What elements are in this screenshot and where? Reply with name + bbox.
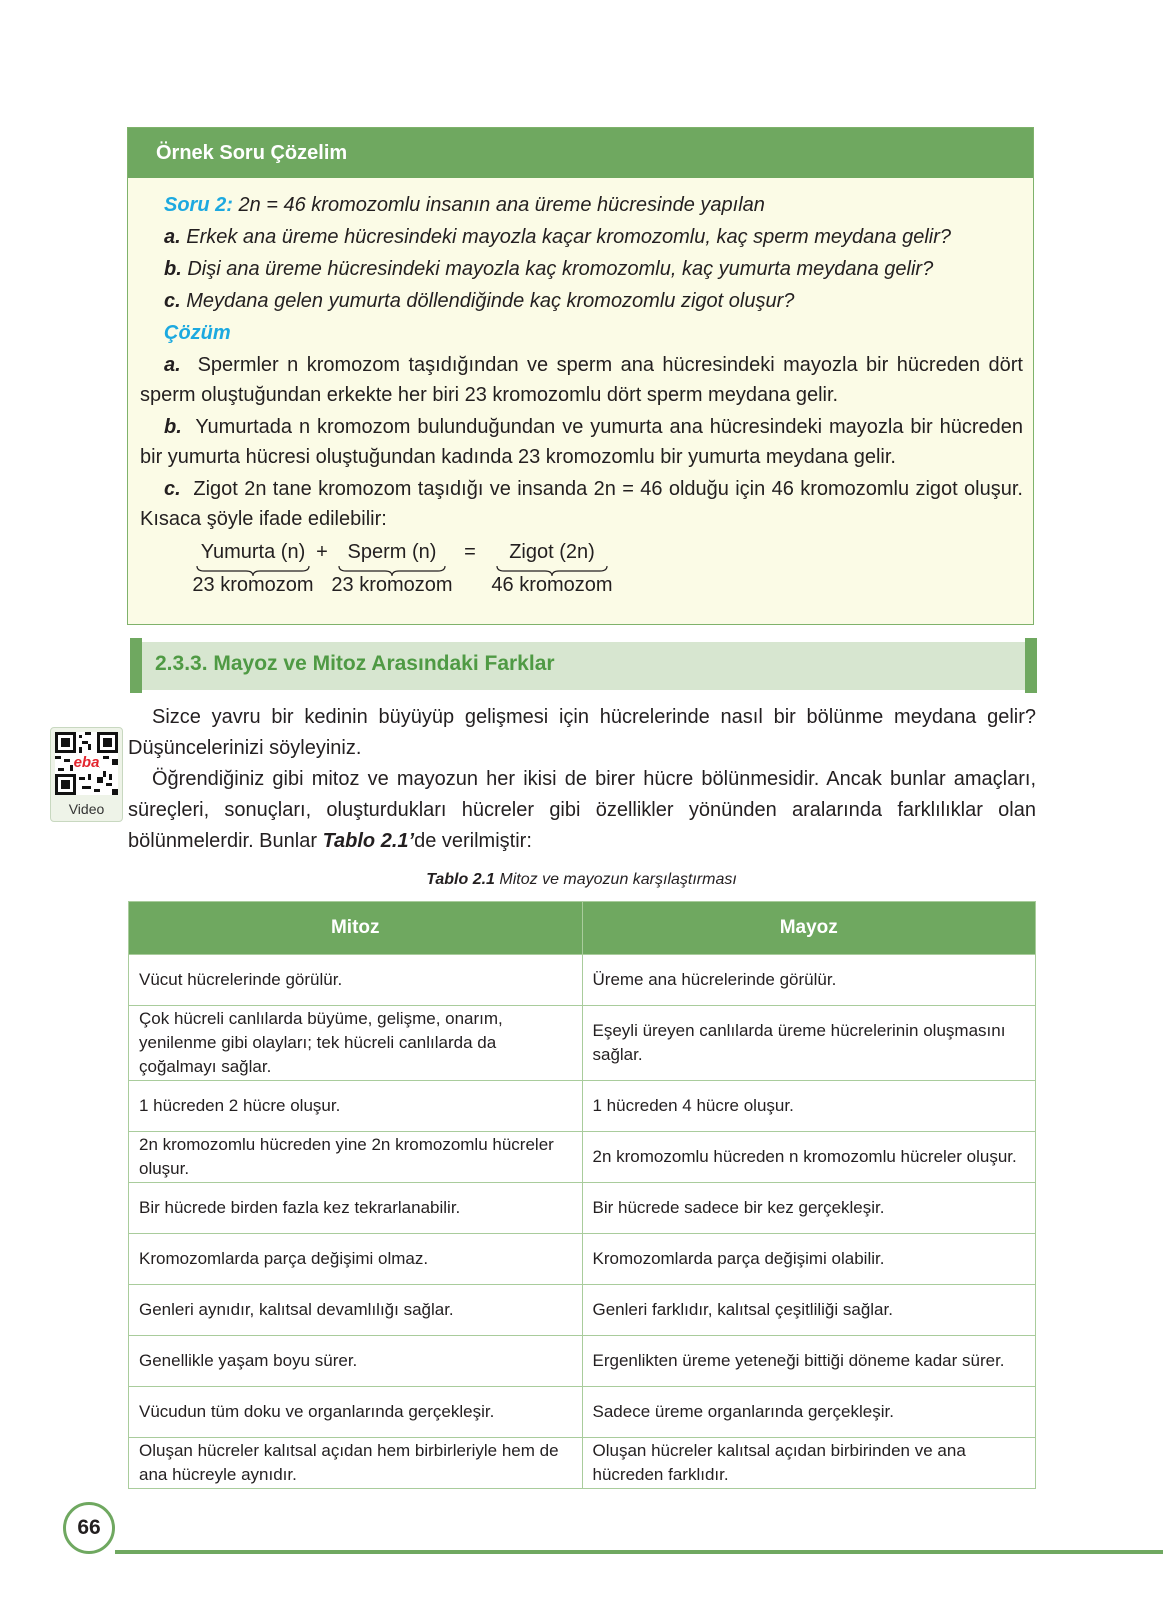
answer-b: b. Yumurtada n kromozom bulunduğundan ve yumurta ana hücresindeki mayozla bir hücreden bir yumurta hücresi oluştuğundan kadında 23 kromozomlu bir yumurta meydana gelir. <box>140 416 1023 468</box>
table-row <box>129 1132 1036 1183</box>
section-left-bracket <box>130 638 142 693</box>
table-cell: 2n kromozomlu hücreden n kromozomlu hücreler oluşur. <box>582 1132 1036 1183</box>
table-cell: Kromozomlarda parça değişimi olmaz. <box>129 1234 583 1285</box>
table-cell: Sadece üreme organlarında gerçekleşir. <box>582 1387 1036 1438</box>
question-label: Soru 2: <box>164 194 233 216</box>
table-cell: Bir hücrede sadece bir kez gerçekleşir. <box>582 1183 1036 1234</box>
equation-sub-3: 46 kromozom <box>491 574 613 596</box>
table-cell: Genellikle yaşam boyu sürer. <box>129 1336 583 1387</box>
table-row <box>129 1183 1036 1234</box>
table-row <box>129 1336 1036 1387</box>
table-cell: 2n kromozomlu hücreden yine 2n kromozomlu hücreler oluşur. <box>129 1132 583 1183</box>
table-cell: Üreme ana hücrelerinde görülür. <box>582 955 1036 1006</box>
equation-plus: + <box>316 541 328 563</box>
equation-equals: = <box>464 541 476 563</box>
table-row <box>129 1387 1036 1438</box>
section-right-bracket <box>1025 638 1037 693</box>
qr-video-label: Video <box>68 801 105 817</box>
answer-c: c. Zigot 2n tane kromozom taşıdığı ve insanda 2n = 46 olduğu için 46 kromozomlu zigot oluşur. Kısaca şöyle ifade edilebilir: <box>140 478 1023 530</box>
table-cell: 1 hücreden 4 hücre oluşur. <box>582 1081 1036 1132</box>
question-text: 2n = 46 kromozomlu insanın ana üreme hücresinde yapılan <box>238 194 765 216</box>
table-cell: Vücut hücrelerinde görülür. <box>129 955 583 1006</box>
table-row <box>129 1438 1036 1489</box>
qr-code-icon <box>55 732 118 795</box>
question-line <box>164 194 765 217</box>
table-cell: 1 hücreden 2 hücre oluşur. <box>129 1081 583 1132</box>
equation-sub-2: 23 kromozom <box>331 574 453 596</box>
example-header: Örnek Soru Çözelim <box>128 128 1033 178</box>
answer-a: a. Spermler n kromozom taşıdığından ve sperm ana hücresindeki mayozla bir hücreden dört sperm oluştuğundan erkekte her biri 23 kromozomlu dört sperm meydana gelir. <box>140 354 1023 406</box>
table-reference: Tablo 2.1’ <box>322 830 415 852</box>
table-cell: Çok hücreli canlılarda büyüme, gelişme, onarım, yenilenme gibi olayları; tek hücreli canlılarda da çoğalmayı sağlar. <box>129 1006 583 1081</box>
table-cell: Kromozomlarda parça değişimi olabilir. <box>582 1234 1036 1285</box>
page-number: 66 <box>63 1502 115 1554</box>
table-row <box>129 1006 1036 1081</box>
paragraph-2: Öğrendiğiniz gibi mitoz ve mayozun her ikisi de birer hücre bölünmesidir. Ancak bunlar amaçları, süreçleri, sonuçları, oluşturdukları hücreler gibi özellikler yönünden aralarında farklılıklar olan bölünmelerdir. Bunlar Tablo 2.1’de verilmiştir: <box>128 768 1036 852</box>
table-cell: Genleri aynıdır, kalıtsal devamlılığı sağlar. <box>129 1285 583 1336</box>
question-item-c: c. Meydana gelen yumurta döllendiğinde kaç kromozomlu zigot oluşur? <box>164 290 795 312</box>
solution-label: Çözüm <box>164 322 231 344</box>
table-cell: Ergenlikten üreme yeteneği bittiği döneme kadar sürer. <box>582 1336 1036 1387</box>
table-row <box>129 1234 1036 1285</box>
table-row <box>129 1081 1036 1132</box>
section-title: 2.3.3. Mayoz ve Mitoz Arasındaki Farklar <box>155 652 555 675</box>
table-caption: Tablo 2.1 Mitoz ve mayozun karşılaştırması <box>426 871 737 888</box>
equation-term-2: Sperm (n) <box>347 541 437 563</box>
table-header-mitoz: Mitoz <box>129 902 583 955</box>
footer-rule <box>115 1550 1163 1554</box>
section-heading <box>130 638 1037 693</box>
table-cell: Bir hücrede birden fazla kez tekrarlanabilir. <box>129 1183 583 1234</box>
qr-video-link[interactable] <box>50 727 123 822</box>
table-cell: Genleri farklıdır, kalıtsal çeşitliliği sağlar. <box>582 1285 1036 1336</box>
svg-text:eba: eba <box>73 753 100 771</box>
paragraph-1: Sizce yavru bir kedinin büyüyüp gelişmesi için hücrelerinde nasıl bir bölünme meydana gelir? Düşüncelerinizi söyleyiniz. <box>128 706 1036 759</box>
question-item-a: a. Erkek ana üreme hücresindeki mayozla kaçar kromozomlu, kaç sperm meydana gelir? <box>164 226 952 248</box>
comparison-table <box>128 901 1036 1489</box>
table-cell: Oluşan hücreler kalıtsal açıdan hem birbirleriyle hem de ana hücreyle aynıdır. <box>129 1438 583 1489</box>
table-header-mayoz: Mayoz <box>582 902 1036 955</box>
equation-term-1: Yumurta (n) <box>200 541 306 563</box>
table-cell: Eşeyli üreyen canlılarda üreme hücrelerinin oluşmasını sağlar. <box>582 1006 1036 1081</box>
equation-sub-1: 23 kromozom <box>192 574 314 596</box>
table-cell: Vücudun tüm doku ve organlarında gerçekleşir. <box>129 1387 583 1438</box>
question-item-b: b. Dişi ana üreme hücresindeki mayozla kaç kromozomlu, kaç yumurta meydana gelir? <box>164 258 934 280</box>
equation-term-3: Zigot (2n) <box>509 541 595 563</box>
table-row <box>129 1285 1036 1336</box>
table-row <box>129 955 1036 1006</box>
example-box <box>127 127 1034 625</box>
table-cell: Oluşan hücreler kalıtsal açıdan birbirinden ve ana hücreden farklıdır. <box>582 1438 1036 1489</box>
